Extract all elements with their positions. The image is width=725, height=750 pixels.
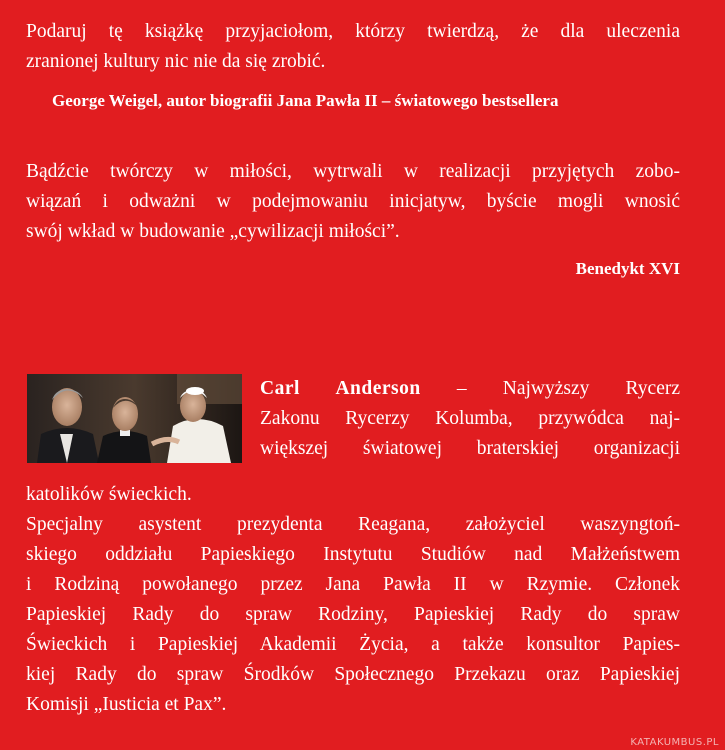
- bio-line: Zakonu Rycerzy Kolumba, przywódca naj-: [260, 408, 680, 429]
- watermark: KATAKUMBUS.PL: [630, 737, 719, 748]
- author-photo: [27, 374, 242, 463]
- quote-line: zranionej kultury nic nie da się zrobić.: [26, 51, 326, 72]
- bio-line: Komisji „Iusticia et Pax”.: [26, 694, 227, 715]
- bio-line: Papieskiej Rady do spraw Rodziny, Papieskiej Rady do spraw: [26, 604, 680, 625]
- bio-line-text: – Najwyższy Rycerz: [456, 378, 680, 399]
- bio-line-4: [26, 480, 680, 510]
- quote-attribution-benedict: Benedykt XVI: [575, 259, 680, 278]
- bio-line: [260, 374, 680, 404]
- quote-line: Podaruj tę książkę przyjaciołom, którzy twierdzą, że dla uleczenia: [26, 21, 680, 42]
- quote-line: Bądźcie twórczy w miłości, wytrwali w realizacji przyjętych zobo-: [26, 161, 680, 182]
- quote-benedict: [26, 157, 680, 247]
- quote-weigel: [26, 17, 680, 77]
- bio-line: skiego oddziału Papieskiego Instytutu Studiów nad Małżeństwem: [26, 544, 680, 565]
- quote-line: swój wkład w budowanie „cywilizacji miłości”.: [26, 221, 400, 242]
- bio-paragraph-2: [26, 510, 680, 720]
- quote-attribution-weigel: George Weigel, autor biografii Jana Pawła II – światowego bestsellera: [52, 91, 559, 110]
- quote-line: wiązań i odważni w podejmowaniu inicjatyw, byście mogli wnosić: [26, 191, 680, 212]
- bio-line: większej światowej braterskiej organizacji: [260, 438, 680, 459]
- bio-line: Świeckich i Papieskiej Akademii Życia, a także konsultor Papies-: [26, 634, 680, 655]
- bio-line: i Rodziną powołanego przez Jana Pawła II w Rzymie. Członek: [26, 574, 680, 595]
- bio-header: [260, 374, 680, 464]
- bio-line: kiej Rady do spraw Środków Społecznego Przekazu oraz Papieskiej: [26, 664, 680, 685]
- bio-line: Specjalny asystent prezydenta Reagana, założyciel waszyngtoń-: [26, 514, 680, 535]
- bio-line: katolików świeckich.: [26, 484, 192, 505]
- author-name: Carl Anderson: [260, 378, 421, 399]
